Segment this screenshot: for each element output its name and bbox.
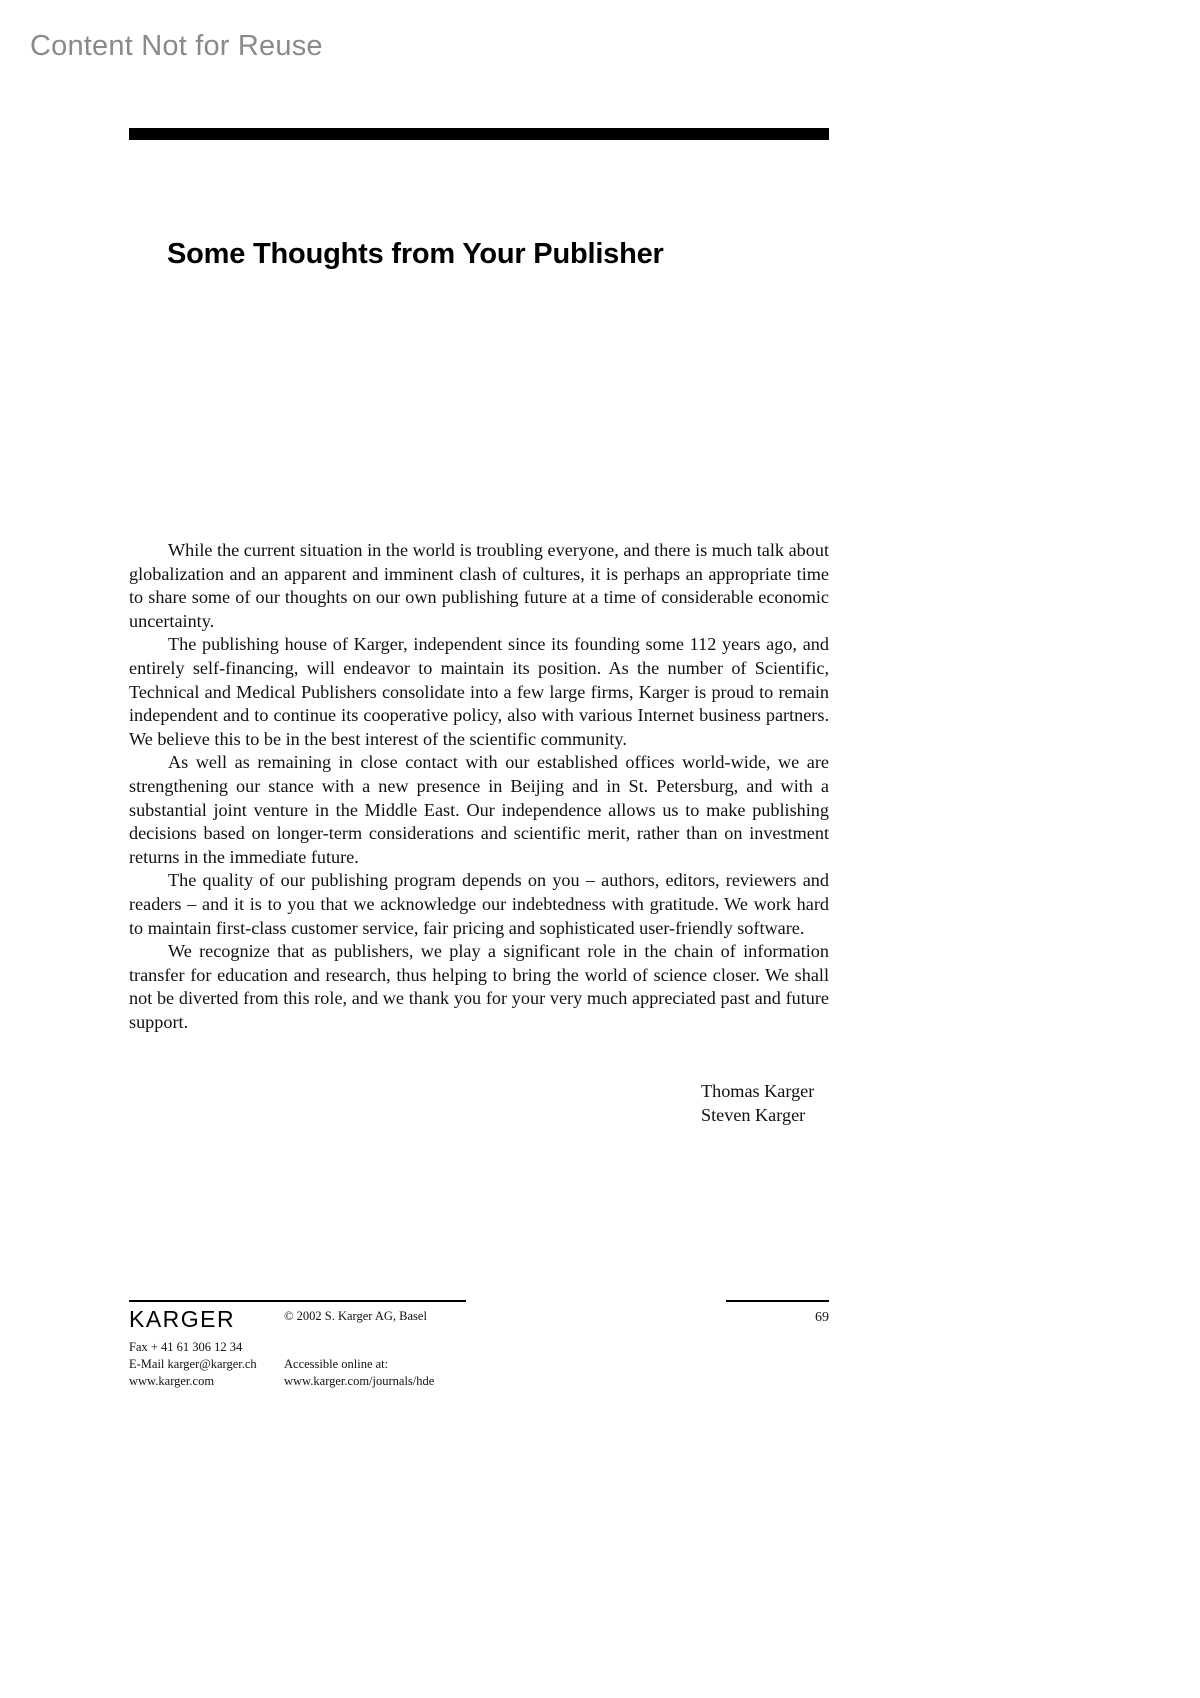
watermark-text: Content Not for Reuse [30,30,323,62]
article-body [129,539,829,1034]
footer-rule-left [129,1300,466,1302]
paragraph-3: As well as remaining in close contact with our established offices world-wide, we are strengthening our stance with a new presence in Beijing and in St. Petersburg, and with a substantial joint venture in the Middle East. Our independence allows us to make publishing decisions based on longer-term considerations and scientific merit, rather than on investment returns in the immediate future. [129,752,829,867]
paragraph-4: The quality of our publishing program depends on you – authors, editors, reviewers and readers – and it is to you that we acknowledge our indebtedness with gratitude. We work hard to maintain first-class customer service, fair pricing and sophisticated user-friendly software. [129,870,829,938]
copyright-notice: © 2002 S. Karger AG, Basel [284,1309,427,1323]
online-access [284,1356,434,1390]
header-rule [129,128,829,140]
paragraph-1: While the current situation in the world is troubling everyone, and there is much talk about globalization and an apparent and imminent clash of cultures, it is perhaps an appropriate time to share some of our thoughts on our own publishing future at a time of considerable economic uncertainty. [129,540,829,631]
signature-2: Steven Karger [701,1105,806,1125]
paragraph-2: The publishing house of Karger, independent since its founding some 112 years ago, and entirely self-financing, will endeavor to maintain its position. As the number of Scientific, Technical and Medical Publishers consolidate into a few large firms, Karger is proud to remain independent and to continue its cooperative policy, also with various Internet business partners. We believe this to be in the best interest of the scientific community. [129,634,829,749]
website-link[interactable]: www.karger.com [129,1374,215,1388]
journal-url-link[interactable]: www.karger.com/journals/hde [284,1374,435,1388]
paragraph-5: We recognize that as publishers, we play a significant role in the chain of information transfer for education and research, thus helping to bring the world of science closer. We shall not be diverted from this role, and we thank you for your very much appreciated past and future support. [129,941,829,1032]
online-label: Accessible online at: [284,1357,389,1371]
publisher-logo: KARGER [129,1306,236,1332]
signature-block [701,1079,814,1127]
footer-rule-right [726,1300,829,1302]
fax-number: Fax + 41 61 306 12 34 [129,1340,243,1354]
signature-1: Thomas Karger [701,1081,815,1101]
page-number: 69 [815,1310,829,1325]
contact-info [129,1339,257,1390]
email-address: E-Mail karger@karger.ch [129,1357,257,1371]
page-title: Some Thoughts from Your Publisher [167,238,664,270]
